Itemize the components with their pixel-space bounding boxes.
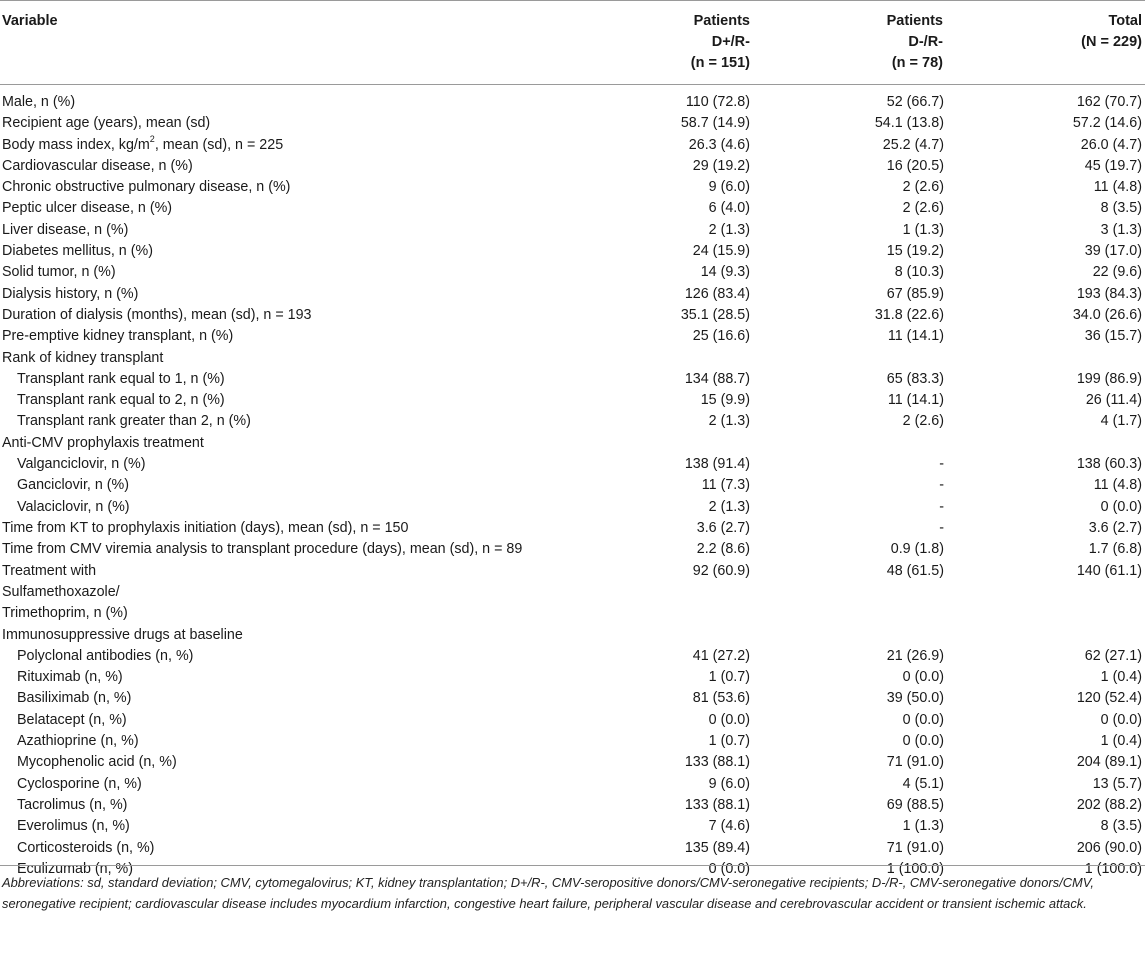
value-dpos-rneg: 1 (0.7) — [708, 733, 750, 750]
row-label-text: Transplant rank equal to 1, n (%) — [17, 370, 225, 387]
value-total: 45 (19.7) — [1084, 157, 1142, 174]
row-label-text: Ganciclovir, n (%) — [17, 477, 130, 494]
table-row — [0, 262, 1145, 283]
row-label-text: Tacrolimus (n, %) — [17, 796, 128, 813]
row-label-text: Treatment with Sulfamethoxazole/ Trimethoprim, n (%) — [2, 562, 128, 622]
value-dpos-rneg: 2 (1.3) — [708, 221, 750, 238]
row-label — [17, 497, 130, 518]
table-row — [0, 710, 1145, 731]
row-label — [17, 390, 225, 411]
row-label-text: Time from KT to prophylaxis initiation (days), mean (sd), n = 150 — [2, 519, 409, 536]
value-dneg-rneg: 67 (85.9) — [886, 285, 944, 302]
row-label-text: Eculizumab (n, %) — [17, 860, 134, 877]
value-dneg-rneg: - — [939, 519, 944, 536]
row-label — [2, 241, 153, 262]
table-row — [0, 177, 1145, 198]
row-label — [2, 625, 243, 646]
table-row — [0, 688, 1145, 709]
footnote: Abbreviations: sd, standard deviation; CMV, cytomegalovirus; KT, kidney transplantation; D+/R-, CMV-seropositive donors/CMV-seronegative recipients; D-/R-, CMV-seronegative donors/CMV, seronegative recipient; cardiovascular disease includes myocardium infarction, congestive heart failure, peripheral vascular disease and cerebrovascular accident or transient ischemic attack. — [2, 875, 1094, 911]
value-dpos-rneg: 1 (0.7) — [708, 669, 750, 686]
row-label-suffix: , mean (sd), n = 225 — [154, 136, 284, 153]
row-label — [17, 795, 127, 816]
row-label-text: Cyclosporine (n, %) — [17, 775, 142, 792]
value-dneg-rneg: 16 (20.5) — [886, 157, 944, 174]
row-label — [2, 539, 522, 560]
row-label-text: Dialysis history, n (%) — [2, 285, 139, 302]
value-total: 206 (90.0) — [1076, 839, 1142, 856]
bottom-rule — [0, 865, 1145, 866]
row-label-text: Rituximab (n, %) — [17, 669, 123, 686]
table-row — [0, 625, 1145, 646]
header-col2-line2: D-/R- — [908, 34, 943, 50]
row-label — [2, 348, 163, 369]
value-total: 13 (5.7) — [1092, 775, 1142, 792]
row-label — [17, 774, 142, 795]
row-label — [2, 156, 193, 177]
value-dpos-rneg: 134 (88.7) — [684, 370, 750, 387]
value-total: 57.2 (14.6) — [1072, 115, 1142, 132]
row-label-text: Azathioprine (n, %) — [17, 733, 139, 750]
row-label-text: Body mass index, kg/m — [2, 136, 150, 153]
row-label — [17, 731, 139, 752]
table-row — [0, 475, 1145, 496]
table-row — [0, 731, 1145, 752]
value-dneg-rneg: 2 (2.6) — [902, 179, 944, 196]
row-label-text: Immunosuppressive drugs at baseline — [2, 626, 243, 643]
row-label-text: Polyclonal antibodies (n, %) — [17, 647, 194, 664]
row-label-text: Liver disease, n (%) — [2, 221, 129, 238]
value-dneg-rneg: - — [939, 477, 944, 494]
table-row — [0, 305, 1145, 326]
row-label — [2, 220, 128, 241]
value-total: 4 (1.7) — [1100, 413, 1142, 430]
table-row — [0, 518, 1145, 539]
value-dneg-rneg: 52 (66.7) — [886, 94, 944, 110]
value-dpos-rneg: 126 (83.4) — [684, 285, 750, 302]
row-label — [2, 433, 204, 454]
row-label-text: Time from CMV viremia analysis to transplant procedure (days), mean (sd), n = 89 — [2, 541, 523, 558]
table-row — [0, 135, 1145, 156]
row-label-text: Corticosteroids (n, %) — [17, 839, 155, 856]
value-dpos-rneg: 29 (19.2) — [692, 157, 750, 174]
row-label-text: Anti-CMV prophylaxis treatment — [2, 434, 204, 451]
value-dneg-rneg: 0 (0.0) — [902, 669, 944, 686]
table-row — [0, 816, 1145, 837]
row-label — [17, 475, 129, 496]
value-dneg-rneg: 71 (91.0) — [886, 754, 944, 771]
table-row — [0, 241, 1145, 262]
value-total: 39 (17.0) — [1084, 243, 1142, 260]
value-dpos-rneg: 110 (72.8) — [685, 94, 750, 110]
value-total: 0 (0.0) — [1100, 711, 1142, 728]
value-total: 140 (61.1) — [1076, 562, 1142, 579]
table-row — [0, 348, 1145, 369]
header-col3-line2: (N = 229) — [1081, 34, 1142, 50]
row-label-text: Recipient age (years), mean (sd) — [2, 115, 211, 132]
value-dpos-rneg: 0 (0.0) — [708, 860, 750, 877]
row-label-text: Everolimus (n, %) — [17, 818, 130, 835]
value-total: 204 (89.1) — [1076, 754, 1142, 771]
value-dpos-rneg: 81 (53.6) — [692, 690, 750, 707]
value-total: 199 (86.9) — [1076, 370, 1142, 387]
row-label-text: Pre-emptive kidney transplant, n (%) — [2, 328, 234, 345]
table-row — [0, 774, 1145, 795]
value-dpos-rneg: 35.1 (28.5) — [680, 306, 750, 323]
row-label — [17, 369, 225, 390]
value-total: 3.6 (2.7) — [1088, 519, 1142, 536]
value-dpos-rneg: 133 (88.1) — [684, 754, 750, 771]
value-dneg-rneg: 31.8 (22.6) — [874, 306, 944, 323]
row-label — [2, 305, 312, 326]
row-label — [2, 561, 202, 625]
value-total: 26 (11.4) — [1085, 392, 1142, 409]
row-label — [2, 518, 408, 539]
row-label — [17, 411, 251, 432]
value-total: 22 (9.6) — [1092, 264, 1142, 281]
header-col1-line1: Patients — [693, 13, 750, 29]
value-dpos-rneg: 24 (15.9) — [692, 243, 750, 260]
value-dneg-rneg: 4 (5.1) — [902, 775, 944, 792]
value-dneg-rneg: 69 (88.5) — [886, 796, 944, 813]
value-dneg-rneg: 8 (10.3) — [894, 264, 944, 281]
row-label-text: Peptic ulcer disease, n (%) — [2, 200, 173, 217]
row-label — [17, 667, 123, 688]
row-label — [2, 262, 116, 283]
value-dneg-rneg: 2 (2.6) — [902, 413, 944, 430]
row-label-text: Male, n (%) — [2, 94, 76, 110]
row-label-text: Solid tumor, n (%) — [2, 264, 116, 281]
row-label — [17, 454, 145, 475]
table-row — [0, 113, 1145, 134]
value-dneg-rneg: 25.2 (4.7) — [882, 136, 944, 153]
table-row — [0, 539, 1145, 560]
row-label — [2, 177, 290, 198]
value-dpos-rneg: 9 (6.0) — [708, 179, 750, 196]
value-dpos-rneg: 138 (91.4) — [684, 456, 750, 473]
value-dneg-rneg: - — [939, 456, 944, 473]
value-total: 11 (4.8) — [1093, 477, 1142, 494]
value-total: 1 (0.4) — [1100, 669, 1142, 686]
value-dpos-rneg: 41 (27.2) — [692, 647, 750, 664]
row-label-text: Mycophenolic acid (n, %) — [17, 754, 177, 771]
row-label — [17, 646, 193, 667]
table-row — [0, 752, 1145, 773]
value-total: 162 (70.7) — [1076, 94, 1142, 110]
value-dneg-rneg: 2 (2.6) — [902, 200, 944, 217]
table-row — [0, 156, 1145, 177]
value-dpos-rneg: 2.2 (8.6) — [696, 541, 750, 558]
value-dneg-rneg: 1 (100.0) — [886, 860, 944, 877]
value-dneg-rneg: 1 (1.3) — [902, 221, 944, 238]
row-label-text: Valaciclovir, n (%) — [17, 498, 130, 515]
row-label-text: Diabetes mellitus, n (%) — [2, 243, 153, 260]
value-total: 1.7 (6.8) — [1088, 541, 1142, 558]
header-rule — [0, 84, 1145, 85]
value-dneg-rneg: 71 (91.0) — [886, 839, 944, 856]
value-dneg-rneg: 21 (26.9) — [886, 647, 944, 664]
value-dneg-rneg: 11 (14.1) — [887, 328, 944, 345]
value-total: 1 (100.0) — [1084, 860, 1142, 877]
table-body — [0, 92, 1145, 880]
table-row — [0, 795, 1145, 816]
table-row — [0, 390, 1145, 411]
value-total: 1 (0.4) — [1100, 733, 1142, 750]
row-label-superscript: 2 — [149, 133, 155, 144]
value-dpos-rneg: 0 (0.0) — [708, 711, 750, 728]
row-label-text: Chronic obstructive pulmonary disease, n (%) — [2, 179, 291, 196]
value-dpos-rneg: 26.3 (4.6) — [688, 136, 750, 153]
value-dpos-rneg: 7 (4.6) — [708, 818, 750, 835]
header-patients-dpos-rneg — [600, 11, 750, 74]
value-dneg-rneg: 0 (0.0) — [902, 711, 944, 728]
value-dpos-rneg: 133 (88.1) — [684, 796, 750, 813]
table-row — [0, 284, 1145, 305]
value-dneg-rneg: - — [939, 498, 944, 515]
value-dpos-rneg: 92 (60.9) — [692, 562, 750, 579]
header-col2-line1: Patients — [886, 13, 943, 29]
value-dpos-rneg: 2 (1.3) — [708, 498, 750, 515]
row-label-text: Transplant rank greater than 2, n (%) — [17, 413, 251, 430]
value-dneg-rneg: 15 (19.2) — [886, 243, 944, 260]
row-label — [17, 688, 131, 709]
value-dpos-rneg: 9 (6.0) — [708, 775, 750, 792]
value-dneg-rneg: 65 (83.3) — [886, 370, 944, 387]
table-row — [0, 433, 1145, 454]
value-total: 34.0 (26.6) — [1072, 306, 1142, 323]
value-total: 202 (88.2) — [1076, 796, 1142, 813]
value-total: 26.0 (4.7) — [1080, 136, 1142, 153]
row-label — [17, 816, 130, 837]
row-label — [2, 284, 138, 305]
row-label-text: Transplant rank equal to 2, n (%) — [17, 392, 225, 409]
value-total: 120 (52.4) — [1076, 690, 1142, 707]
header-patients-dneg-rneg — [790, 11, 943, 74]
header-total — [990, 11, 1142, 53]
value-dneg-rneg: 0 (0.0) — [902, 733, 944, 750]
value-dneg-rneg: 1 (1.3) — [902, 818, 944, 835]
table-row — [0, 454, 1145, 475]
table-row — [0, 838, 1145, 859]
table-row — [0, 92, 1145, 113]
table-row — [0, 667, 1145, 688]
value-total: 3 (1.3) — [1100, 221, 1142, 238]
header-col2-line3: (n = 78) — [891, 55, 943, 71]
table-row — [0, 326, 1145, 347]
value-dpos-rneg: 6 (4.0) — [708, 200, 750, 217]
row-label-text: Cardiovascular disease, n (%) — [2, 157, 193, 174]
row-label — [2, 113, 210, 134]
value-total: 11 (4.8) — [1093, 179, 1142, 196]
value-total: 8 (3.5) — [1100, 200, 1142, 217]
value-dneg-rneg: 11 (14.1) — [887, 392, 944, 409]
row-label — [17, 752, 177, 773]
value-total: 62 (27.1) — [1084, 647, 1142, 664]
row-label — [17, 838, 154, 859]
table-row — [0, 561, 1145, 625]
row-label — [2, 135, 283, 156]
row-label — [2, 326, 233, 347]
row-label-text: Belatacept (n, %) — [17, 711, 127, 728]
table-row — [0, 369, 1145, 390]
row-label-text: Duration of dialysis (months), mean (sd), n = 193 — [2, 306, 312, 323]
value-dneg-rneg: 0.9 (1.8) — [890, 541, 944, 558]
row-label — [2, 92, 75, 113]
table-row — [0, 220, 1145, 241]
row-label-text: Valganciclovir, n (%) — [17, 456, 146, 473]
row-label-text: Basiliximab (n, %) — [17, 690, 132, 707]
value-total: 138 (60.3) — [1076, 456, 1142, 473]
header-col1-line3: (n = 151) — [690, 55, 750, 71]
top-rule — [0, 0, 1145, 1]
value-dpos-rneg: 11 (7.3) — [701, 477, 750, 494]
value-dpos-rneg: 135 (89.4) — [684, 839, 750, 856]
row-label — [2, 198, 172, 219]
value-total: 193 (84.3) — [1076, 285, 1142, 302]
value-dneg-rneg: 54.1 (13.8) — [874, 115, 944, 132]
row-label-text: Rank of kidney transplant — [2, 349, 164, 366]
value-dpos-rneg: 25 (16.6) — [692, 328, 750, 345]
table-row — [0, 646, 1145, 667]
table-row — [0, 198, 1145, 219]
value-dpos-rneg: 2 (1.3) — [708, 413, 750, 430]
header-col1-line2: D+/R- — [711, 34, 750, 50]
row-label — [17, 710, 127, 731]
value-total: 0 (0.0) — [1100, 498, 1142, 515]
value-dpos-rneg: 15 (9.9) — [700, 392, 750, 409]
header-variable: Variable — [2, 13, 58, 29]
table-row — [0, 497, 1145, 518]
value-dpos-rneg: 3.6 (2.7) — [696, 519, 750, 536]
value-dpos-rneg: 58.7 (14.9) — [680, 115, 750, 132]
value-dneg-rneg: 48 (61.5) — [886, 562, 944, 579]
value-total: 8 (3.5) — [1100, 818, 1142, 835]
value-dpos-rneg: 14 (9.3) — [700, 264, 750, 281]
value-dneg-rneg: 39 (50.0) — [886, 690, 944, 707]
table-row — [0, 411, 1145, 432]
value-total: 36 (15.7) — [1084, 328, 1142, 345]
header-col3-line1: Total — [1108, 13, 1142, 29]
